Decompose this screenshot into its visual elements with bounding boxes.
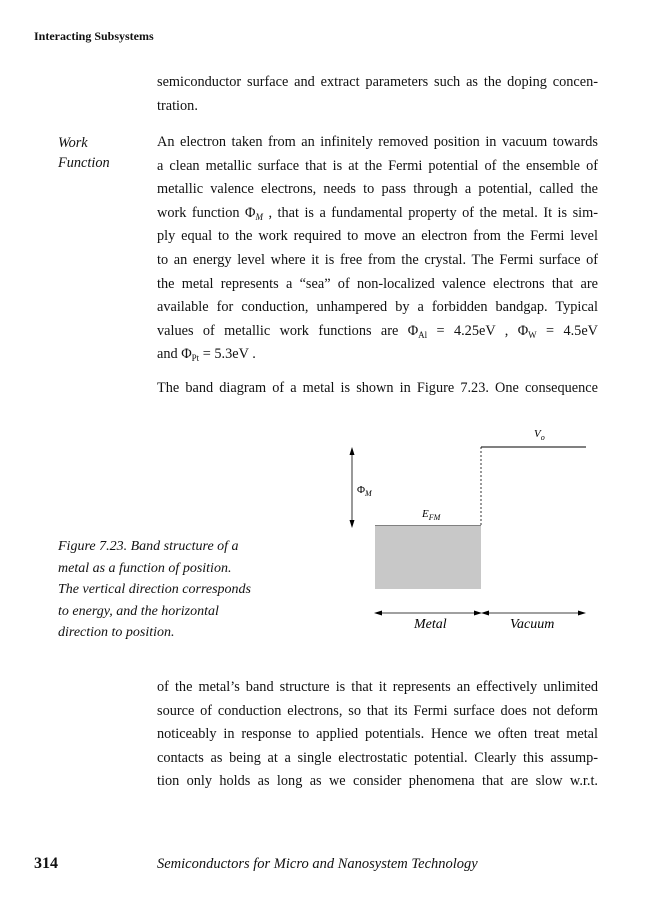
- text-line: to an energy level where it is free from the crystal. The Fermi surface of: [157, 251, 598, 268]
- metal-extent-arrow-right-head: [474, 611, 482, 616]
- text-line: tration.: [157, 97, 198, 114]
- running-header: Interacting Subsystems: [34, 29, 154, 43]
- text-line: semiconductor surface and extract parameters such as the doping concen-: [157, 74, 598, 90]
- margin-note-work-function: [58, 133, 110, 173]
- caption-line: metal as a function of position.: [58, 560, 232, 576]
- text-line: An electron taken from an infinitely removed position in vacuum towards: [157, 134, 598, 150]
- text-line: available for conduction, unhampered by a forbidden bandgap. Typical: [157, 299, 598, 316]
- text-line-work-function: [157, 202, 598, 226]
- text-line: the metal represents a “sea” of non-localized valence electrons that are: [157, 275, 598, 292]
- book-title-footer: Semiconductors for Micro and Nanosystem Technology: [157, 856, 478, 872]
- text-line-pt: [157, 343, 598, 367]
- text-fragment: , that is a fundamental property of the metal. It is sim-: [262, 204, 598, 221]
- margin-note-line: Function: [58, 155, 110, 171]
- caption-line: The vertical direction corresponds: [58, 582, 251, 597]
- vacuum-level-label: $V_o$: [534, 428, 545, 442]
- paragraph-metal-consequence: [157, 676, 598, 794]
- work-function-label: $\Phi_M$: [357, 484, 372, 498]
- caption-line: direction to position.: [58, 625, 175, 640]
- phi-symbol: Φ: [245, 204, 256, 221]
- text-line: a clean metallic surface that is at the Fermi potential of the ensemble of: [157, 157, 598, 174]
- text-line: ply equal to the work required to move an electron from the Fermi level: [157, 228, 598, 245]
- margin-note-line: Work: [58, 135, 88, 151]
- value-pt: = 5.3eV .: [199, 346, 256, 363]
- text-line: noticeably in response to applied potentials. Hence we often treat metal: [157, 726, 598, 743]
- subscript-m: M: [255, 211, 263, 222]
- phi-symbol: Φ: [517, 322, 529, 339]
- caption-line: to energy, and the horizontal: [58, 603, 219, 619]
- work-function-arrow-up-head: [350, 447, 355, 455]
- subscript-pt: Pt: [191, 353, 200, 364]
- vacuum-label: Vacuum: [510, 617, 555, 632]
- phi-w: [518, 323, 537, 339]
- metal-band-fill: [375, 526, 481, 589]
- value-w: = 4.5eV: [536, 322, 598, 339]
- symbol-phi-m: [245, 205, 263, 221]
- text-fragment: work function: [157, 204, 246, 221]
- figure-caption: [58, 536, 288, 644]
- phi-pt: [181, 346, 199, 362]
- text-line: tion only holds as long as we consider phenomena that are slow w.r.t.: [157, 773, 598, 790]
- phi-symbol: Φ: [181, 346, 192, 363]
- metal-label: Metal: [414, 617, 447, 632]
- text-line: contacts as being at a single electrostatic potential. Clearly this assump-: [157, 749, 598, 766]
- value-al: = 4.25eV ,: [427, 322, 518, 339]
- text-line: metallic valence electrons, needs to pass through a potential, called the: [157, 181, 598, 198]
- work-function-arrow-down-head: [350, 520, 355, 528]
- page-number: 314: [34, 855, 58, 872]
- text-fragment: and: [157, 346, 182, 363]
- text-fragment: values of metallic work functions are: [157, 322, 408, 339]
- metal-extent-arrow-left-head: [374, 611, 382, 616]
- vacuum-extent-arrow-left-head: [481, 611, 489, 616]
- fermi-level-label: $E_{FM}$: [422, 508, 441, 522]
- caption-line: Figure 7.23. Band structure of a: [58, 539, 239, 554]
- subscript-al: Al: [418, 329, 428, 340]
- phi-al: [408, 323, 427, 339]
- text-line: source of conduction electrons, so that its Fermi surface does not deform: [157, 702, 598, 719]
- subscript-w: W: [528, 329, 537, 340]
- phi-symbol: Φ: [407, 322, 419, 339]
- text-line: The band diagram of a metal is shown in Figure 7.23. One consequence: [157, 380, 598, 396]
- paragraph-continuation: [157, 71, 598, 118]
- text-line: of the metal’s band structure is that it represents an effectively unlimited: [157, 679, 598, 695]
- band-diagram-figure: [330, 420, 600, 635]
- paragraph-work-function: [157, 131, 598, 367]
- text-line-values: [157, 320, 598, 344]
- paragraph-band-diagram-intro: [157, 377, 598, 401]
- vacuum-extent-arrow-right-head: [578, 611, 586, 616]
